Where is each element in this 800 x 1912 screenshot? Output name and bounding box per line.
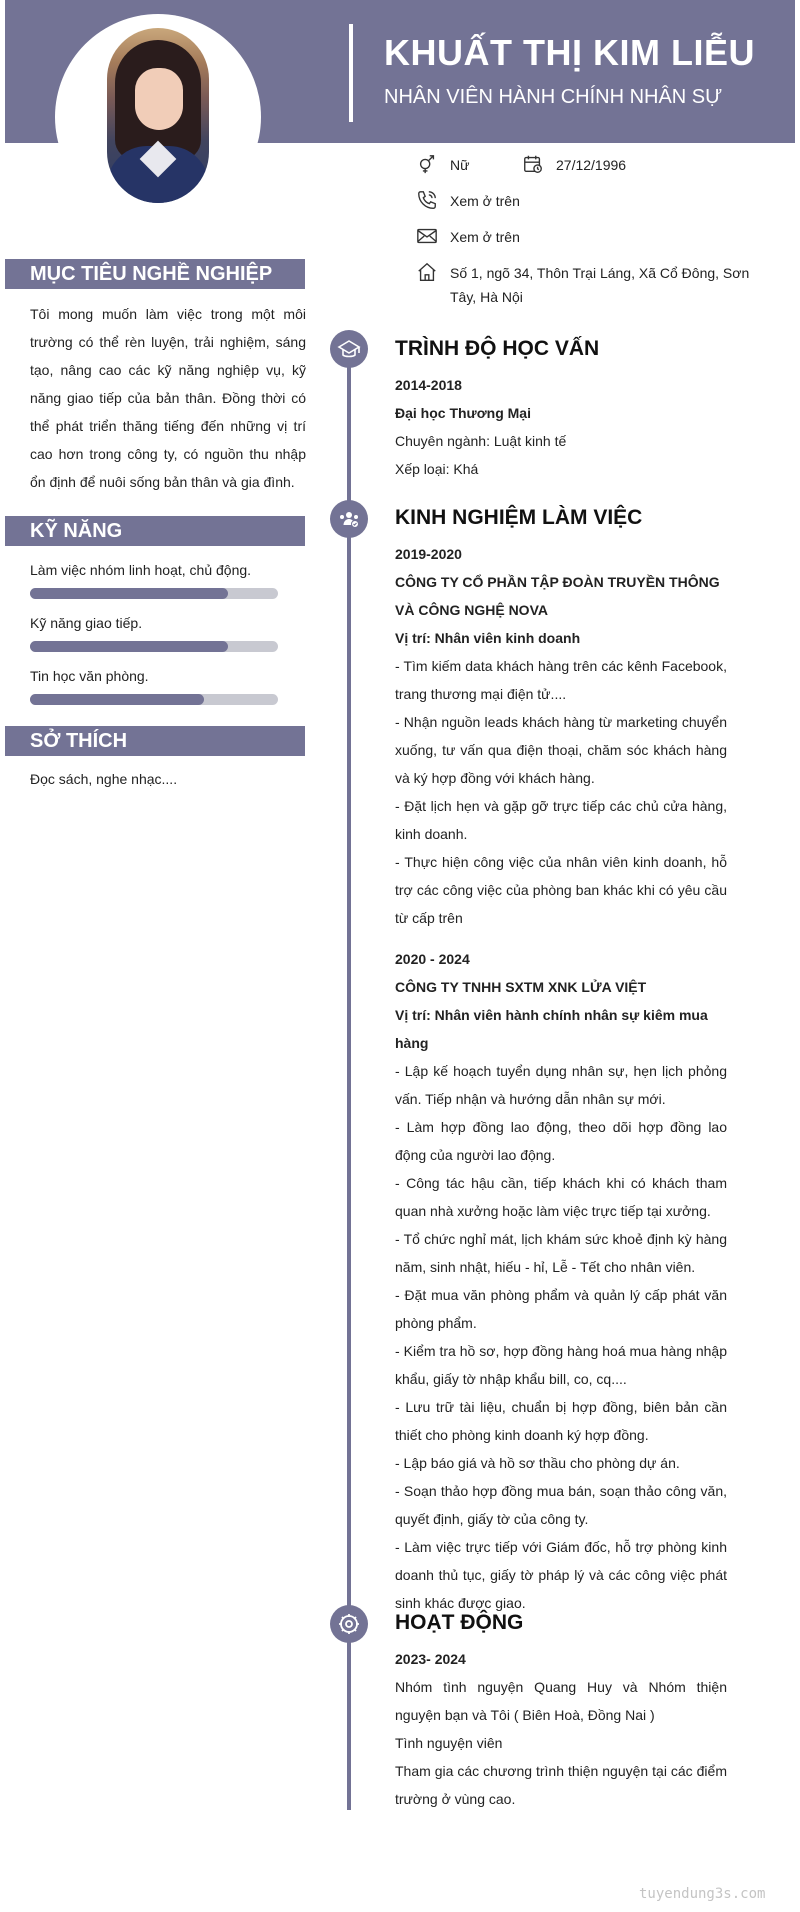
job-entry xyxy=(395,540,727,932)
job-duty: - Đặt mua văn phòng phẩm và quản lý cấp phát văn phòng phẩm. xyxy=(395,1287,727,1331)
activities-organization: Nhóm tình nguyện Quang Huy và Nhóm thiện nguyện bạn và Tôi ( Biên Hoà, Đồng Nai ) xyxy=(395,1679,727,1723)
job-duty: - Tổ chức nghỉ mát, lịch khám sức khoẻ định kỳ hàng năm, sinh nhật, hiếu - hỉ, Lễ - Tết cho nhân viên. xyxy=(395,1231,727,1275)
job-entry xyxy=(395,945,727,1617)
email-row xyxy=(416,225,520,249)
address-row xyxy=(416,261,776,309)
skill-bar xyxy=(30,641,278,652)
gender-icon xyxy=(416,153,438,175)
skill-name: Tin học văn phòng. xyxy=(30,668,149,684)
job-position: Vị trí: Nhân viên kinh doanh xyxy=(395,630,581,646)
address-value: Số 1, ngõ 34, Thôn Trại Láng, Xã Cổ Đông, Sơn Tây, Hà Nội xyxy=(450,265,750,305)
job-duty: - Thực hiện công việc của nhân viên kinh doanh, hỗ trợ các công việc của phòng ban khác khi có yêu cầu từ cấp trên xyxy=(395,854,727,926)
job-position: Vị trí: Nhân viên hành chính nhân sự kiêm mua hàng xyxy=(395,1007,708,1051)
objective-heading: MỤC TIÊU NGHỀ NGHIỆP xyxy=(5,259,305,289)
experience-icon xyxy=(330,500,368,538)
job-company: CÔNG TY CỔ PHẦN TẬP ĐOÀN TRUYỀN THÔNG VÀ CÔNG NGHỆ NOVA xyxy=(395,574,720,618)
watermark: tuyendung3s.com xyxy=(639,1886,766,1902)
hobbies-text: Đọc sách, nghe nhạc.... xyxy=(30,771,178,787)
education-heading: TRÌNH ĐỘ HỌC VẤN xyxy=(395,337,600,360)
job-duty: - Làm việc trực tiếp với Giám đốc, hỗ trợ phòng kinh doanh thủ tục, giấy tờ pháp lý và các công việc phát sinh khác được giao. xyxy=(395,1539,727,1611)
activities-role: Tình nguyện viên xyxy=(395,1735,503,1751)
education-icon xyxy=(330,330,368,368)
skill-name: Kỹ năng giao tiếp. xyxy=(30,615,143,631)
birthday-value: 27/12/1996 xyxy=(556,157,627,173)
job-duty: - Lưu trữ tài liệu, chuẩn bị hợp đồng, biên bản cần thiết cho phòng kinh doanh ký hợp đồng. xyxy=(395,1399,727,1443)
avatar xyxy=(107,28,209,203)
education-major: Chuyên ngành: Luật kinh tế xyxy=(395,433,567,449)
objective-text: Tôi mong muốn làm việc trong một môi trường có thể rèn luyện, trải nghiệm, sáng tạo, nâng cao các kỹ năng nghiệp vụ, kỹ năng giao tiếp của bản thân. Đồng thời có thể phát triển thăng tiếng đến những vị trí cao hơn trong công ty, có nguồn thu nhập ổn định để nuôi sống bản thân và gia đình. xyxy=(30,306,306,490)
skill-fill xyxy=(30,641,228,652)
skill-bar xyxy=(30,588,278,599)
job-duty: - Làm hợp đồng lao động, theo dõi hợp đồng lao động của người lao động. xyxy=(395,1119,727,1163)
job-duty: - Nhận nguồn leads khách hàng từ marketing chuyển xuống, tư vấn qua điện thoại, chăm sóc khách hàng và ký hợp đồng với khách hàng. xyxy=(395,714,727,786)
job-duty: - Lập kế hoạch tuyển dụng nhân sự, hẹn lịch phỏng vấn. Tiếp nhận và hướng dẫn nhân sự mới. xyxy=(395,1063,727,1107)
hobbies-heading: SỞ THÍCH xyxy=(5,726,305,756)
gender-row xyxy=(416,153,469,177)
candidate-name: KHUẤT THỊ KIM LIỄU xyxy=(384,32,755,73)
job-duty: - Đặt lịch hẹn và gặp gỡ trực tiếp các chủ cửa hàng, kinh doanh. xyxy=(395,798,727,842)
job-company: CÔNG TY TNHH SXTM XNK LỬA VIỆT xyxy=(395,979,647,995)
job-duty: - Tìm kiếm data khách hàng trên các kênh Facebook, trang thương mại điện tử.... xyxy=(395,658,727,702)
job-duty: - Soạn thảo hợp đồng mua bán, soạn thảo công văn, quyết định, giấy tờ của công ty. xyxy=(395,1483,727,1527)
calendar-icon xyxy=(522,153,544,175)
phone-icon xyxy=(416,189,438,211)
activities-description: Tham gia các chương trình thiện nguyện tại các điểm trường ở vùng cao. xyxy=(395,1763,727,1807)
education-block xyxy=(395,371,727,483)
activities-block xyxy=(395,1645,727,1813)
job-duty: - Công tác hậu cần, tiếp khách khi có khách tham quan nhà xưởng hoặc làm việc trực tiếp tại xưởng. xyxy=(395,1175,727,1219)
job-period: 2020 - 2024 xyxy=(395,951,470,967)
skill-name: Làm việc nhóm linh hoạt, chủ động. xyxy=(30,562,252,578)
skill-fill xyxy=(30,588,228,599)
job-title: NHÂN VIÊN HÀNH CHÍNH NHÂN SỰ xyxy=(384,86,723,108)
experience-heading: KINH NGHIỆM LÀM VIỆC xyxy=(395,506,643,529)
job-period: 2019-2020 xyxy=(395,546,462,562)
timeline-line xyxy=(347,348,351,1810)
job-duty: - Lập báo giá và hồ sơ thầu cho phòng dự án. xyxy=(395,1455,680,1471)
job-duty: - Kiểm tra hồ sơ, hợp đồng hàng hoá mua hàng nhập khẩu, giấy tờ nhập khẩu bill, co, cq.... xyxy=(395,1343,727,1387)
phone-row xyxy=(416,189,520,213)
skills-heading: KỸ NĂNG xyxy=(5,516,305,546)
gender-value: Nữ xyxy=(450,157,470,173)
activities-icon xyxy=(330,1605,368,1643)
education-school: Đại học Thương Mại xyxy=(395,405,531,421)
home-icon xyxy=(416,261,438,283)
activities-period: 2023- 2024 xyxy=(395,1651,466,1667)
skill-bar xyxy=(30,694,278,705)
phone-value: Xem ở trên xyxy=(450,193,520,209)
activities-heading: HOẠT ĐỘNG xyxy=(395,1611,524,1634)
email-icon xyxy=(416,225,438,247)
birthday-row xyxy=(522,153,626,177)
education-period: 2014-2018 xyxy=(395,377,462,393)
education-grade: Xếp loại: Khá xyxy=(395,461,479,477)
email-value: Xem ở trên xyxy=(450,229,520,245)
header-divider xyxy=(349,24,353,122)
skill-fill xyxy=(30,694,204,705)
